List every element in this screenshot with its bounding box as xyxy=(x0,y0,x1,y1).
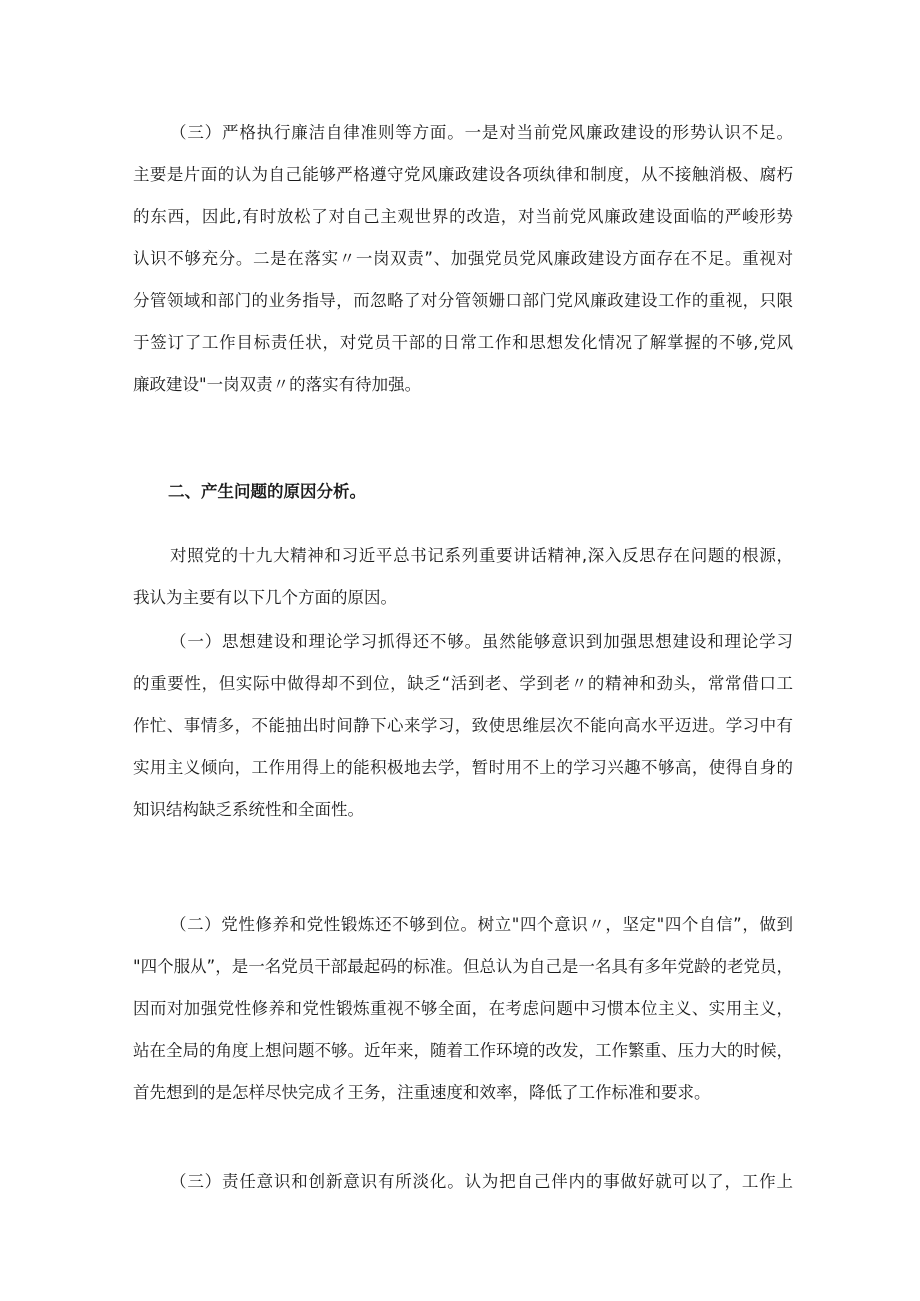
text-line: 的东西，因此,有时放松了对自己主观世界的改造，对当前党风廉政建设面临的严峻形势 xyxy=(133,207,793,226)
text-line: 的重要性，但实际中做得却不到位，缺乏“活到老、学到老〃的精神和劲头，常常借口工 xyxy=(133,674,793,693)
text-line: （二）党性修养和党性锻炼还不够到位。树立"四个意识〃，坚定"四个自信”，做到 xyxy=(170,915,793,934)
text-line: 作忙、事情多，不能抽出时间静下心来学习，致使思维层次不能向高水平迈进。学习中有 xyxy=(133,716,793,735)
text-line: （三）严格执行廉洁自律准则等方面。一是对当前党风廉政建设的形势认识不足。 xyxy=(170,123,793,142)
text-line: 对照党的十九大精神和习近平总书记系列重要讲话精神,深入反思存在问题的根源， xyxy=(170,546,793,565)
text-line: 于签订了工作目标责任状，对党员干部的日常工作和思想发化情况了解掌握的不够,党风 xyxy=(133,333,793,352)
text-line: （三）责任意识和创新意识有所淡化。认为把自己伴内的事做好就可以了，工作上 xyxy=(170,1172,793,1191)
section-heading-cause-analysis: 二、产生问题的原因分析。 xyxy=(168,482,366,501)
paragraph-responsibility xyxy=(133,1161,793,1203)
paragraph-discipline xyxy=(133,112,793,406)
text-line: 因而对加强党性修养和党性锻炼重视不够全面，在考虑问题中习惯本位主义、实用主义， xyxy=(133,999,793,1018)
text-line: 分管领域和部门的业务指导，而忽略了对分管领姗口部门党风廉政建设工作的重视，只限 xyxy=(133,291,793,310)
paragraph-reflection-intro xyxy=(133,535,793,619)
text-line: 首先想到的是怎样尽快完成彳王务，注重速度和效率，降低了工作标准和要求。 xyxy=(133,1083,711,1102)
text-line: 主要是片面的认为自己能够严格遵守党风廉政建设各项纨律和制度，从不接触消极、腐朽 xyxy=(133,165,793,184)
text-line: 认识不够充分。二是在落实〃一岗双责”、加强党员党风廉政建设方面存在不足。重视对 xyxy=(133,249,793,268)
text-line: 站在全局的角度上想问题不够。近年来，随着工作环境的改发，工作繁重、压力大的时候， xyxy=(133,1041,793,1060)
text-line: 实用主义倾向，工作用得上的能积极地去学，暂时用不上的学习兴趣不够高，使得自身的 xyxy=(133,758,793,777)
text-line: "四个服从”，是一名党员干部最起码的标准。但总认为自己是一名具有多年党龄的老党员， xyxy=(133,957,793,976)
text-line: 知识结构缺乏系统性和全面性。 xyxy=(133,800,364,819)
text-line: 廉政建设"一岗双责〃的落实有待加强。 xyxy=(133,375,422,394)
paragraph-theory-study xyxy=(133,621,793,831)
text-line: （一）思想建设和理论学习抓得还不够。虽然能够意识到加强思想建设和理论学习 xyxy=(170,632,793,651)
text-line: 我认为主要有以下几个方面的原因。 xyxy=(133,588,397,607)
paragraph-party-spirit xyxy=(133,904,793,1114)
